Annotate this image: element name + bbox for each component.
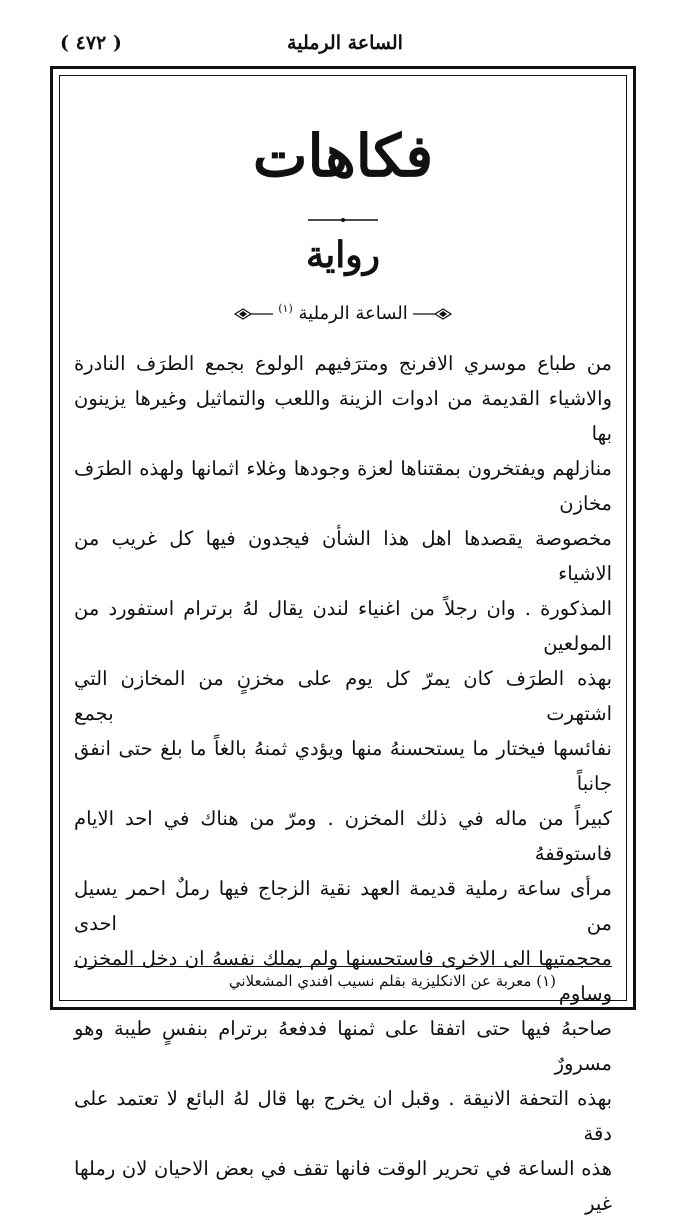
running-head-title: الساعة الرملية xyxy=(287,32,403,54)
body-line: محجمتيها الى الاخرى فاستحسنها ولم يملك نفسهُ ان دخل المخزن وساوم xyxy=(74,947,612,1005)
section-divider xyxy=(308,216,378,224)
body-line: كبيراً من ماله في ذلك المخزن . ومرّ من هناك في احد الايام فاستوقفهُ xyxy=(74,807,612,865)
page-frame-inner xyxy=(59,75,627,1215)
body-line: هذه الساعة في تحرير الوقت فانها تقف في بعض الاحيان لان رملها غير xyxy=(74,1157,612,1215)
page-number: ( ٤٧٢ ) xyxy=(60,32,122,54)
body-line: نفائسها فيختار ما يستحسنهُ منها ويؤدي ثمنهُ بالغاً ما بلغ حتى انفق جانباً xyxy=(74,737,612,795)
page-frame xyxy=(50,66,636,1215)
body-line: المذكورة . وان رجلاً من اغنياء لندن يقال لهُ برترام استفورد من المولعين xyxy=(74,597,612,655)
ornament-right-icon xyxy=(413,308,453,320)
body-line: بهذه التحفة الانيقة . وقبل ان يخرج بها قال لهُ البائع لا تعتمد على دقة xyxy=(74,1087,612,1145)
section-subtitle: رواية xyxy=(305,234,381,276)
body-line: بهذه الطرَف كان يمرّ كل يوم على مخزنٍ من المخازن التي اشتهرت بجمع xyxy=(74,667,612,725)
footnote-divider xyxy=(74,966,612,967)
page-header xyxy=(60,30,630,64)
section-title: فكاهات xyxy=(252,122,434,190)
body-line: صاحبهُ فيها حتى اتفقا على ثمنها فدفعهُ برترام بنفسٍ طيبة وهو مسرورٌ xyxy=(74,1017,612,1075)
ornament-left-icon xyxy=(233,308,273,320)
story-title-row xyxy=(60,302,626,324)
body-line: مخصوصة يقصدها اهل هذا الشأن فيجدون فيها كل غريب من الاشياء xyxy=(74,527,612,585)
footnote: (١) معربة عن الانكليزية بقلم نسيب افندي المشعلاني xyxy=(228,972,556,990)
body-line: والاشياء القديمة من ادوات الزينة واللعب والتماثيل وغيرها يزينون بها xyxy=(74,387,612,445)
story-title: الساعة الرملية xyxy=(298,303,408,324)
body-line: مرأى ساعة رملية قديمة العهد نقية الزجاج فيها رملٌ احمر يسيل من احدى xyxy=(74,877,612,935)
body-line: منازلهم ويفتخرون بمقتناها لعزة وجودها وغلاء اثمانها ولهذه الطرَف مخازن xyxy=(74,457,612,515)
body-line: من طباع موسري الافرنج ومترَفيهم الولوع بجمع الطرَف النادرة xyxy=(74,352,612,375)
footnote-reference: (١) xyxy=(278,302,293,315)
story-body xyxy=(74,346,612,1221)
